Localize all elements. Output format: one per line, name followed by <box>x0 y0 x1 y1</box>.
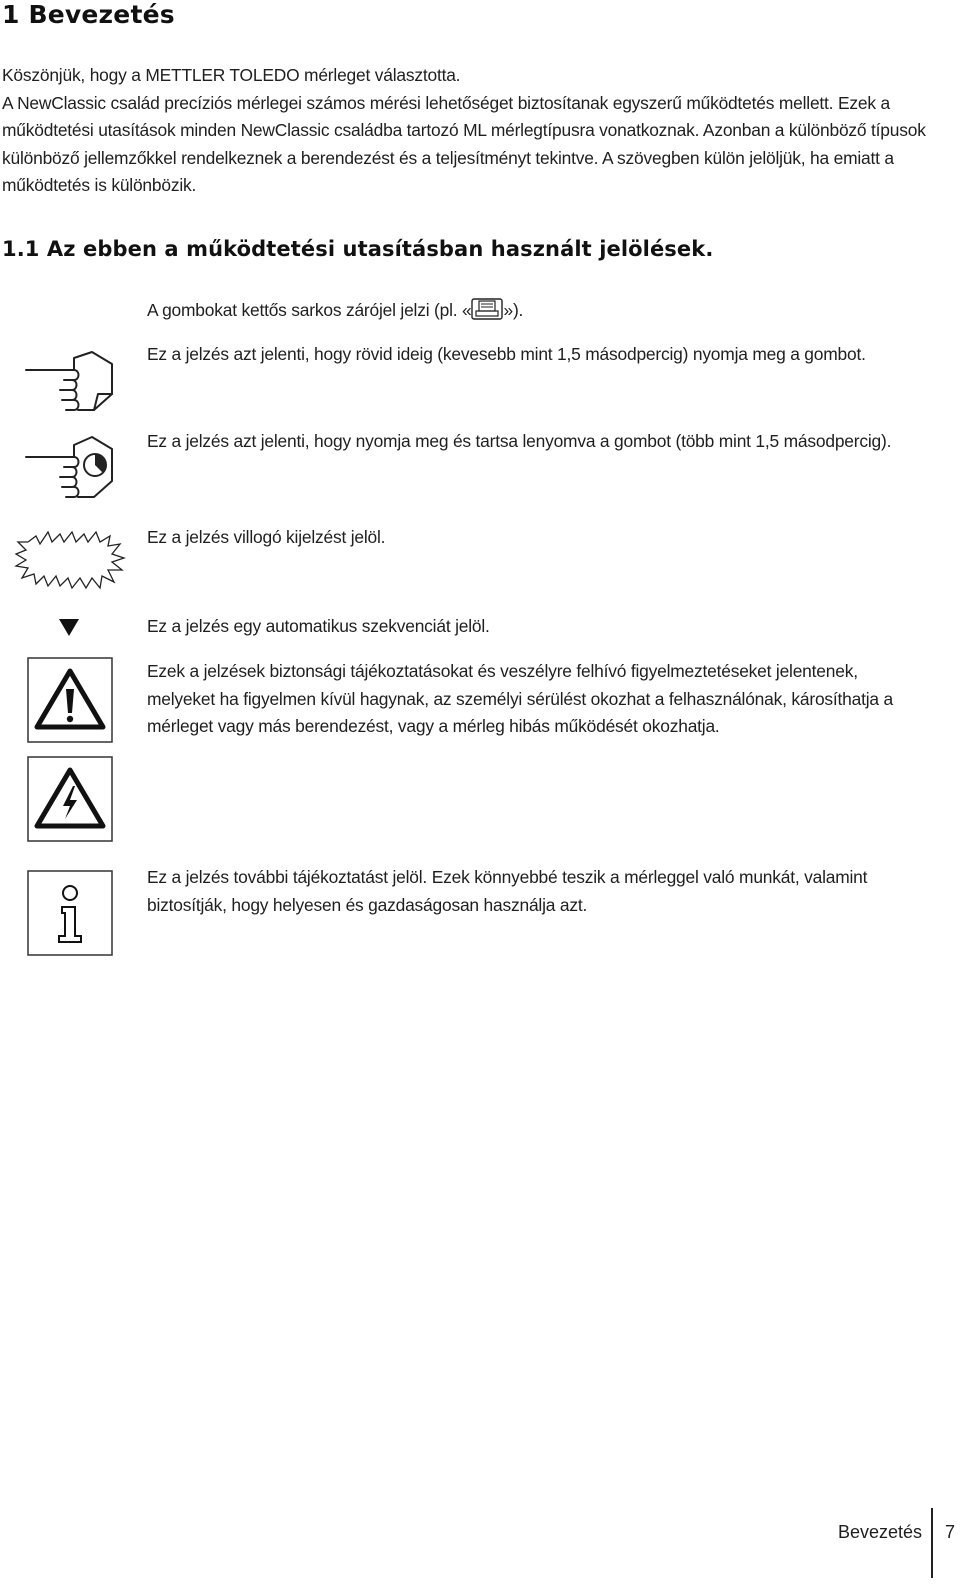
warning-sign-icon <box>27 657 113 743</box>
long-press-text: Ez a jelzés azt jelenti, hogy nyomja meg és tartsa lenyomva a gombot (több mint 1,5 másodpercig). <box>147 431 892 451</box>
short-press-hand-icon <box>24 350 120 412</box>
page-number: 7 <box>945 1522 956 1542</box>
intro-paragraph-2: A NewClassic család precíziós mérlegei számos mérési lehetőséget biztosítanak egyszerű működtetés mellett. Ezek a működtetési utasítások minden NewClassic családba tartozó ML mérlegtípusra vonatkoznak. Azonban a különböző típusok különböző jellemzőkkel rendelkeznek a berendezést és a teljesítményt tekintve. A szövegben külön jelöljük, ha emiatt a működtetés is különbözik. <box>2 92 926 195</box>
short-press-text: Ez a jelzés azt jelenti, hogy rövid ideig (kevesebb mint 1,5 másodpercig) nyomja meg a gombot. <box>147 344 866 364</box>
buttons-notation-after: »). <box>503 300 524 320</box>
safety-text: Ezek a jelzések biztonsági tájékoztatásokat és veszélyre felhívó figyelmeztetéseket jelentenek, melyeket ha figyelmen kívül hagynak, az személyi sérülést okozhat a felhasználónak, károsíthatja a mérleget vagy más berendezést, vagy a mérleg hibás működését okozhatja. <box>147 661 893 736</box>
buttons-notation-text <box>147 297 922 325</box>
footer-divider <box>931 1508 933 1578</box>
footer-section-label: Bevezetés <box>838 1522 923 1542</box>
sequence-triangle-icon <box>59 619 79 636</box>
flashing-text: Ez a jelzés villogó kijelzést jelöl. <box>147 527 386 547</box>
chapter-heading: 1 Bevezetés <box>2 0 175 29</box>
flashing-display-icon <box>14 528 126 592</box>
intro-paragraph-1: Köszönjük, hogy a METTLER TOLEDO mérleget választotta. <box>2 65 461 85</box>
section-heading: 1.1 Az ebben a működtetési utasításban használt jelölések. <box>2 237 714 261</box>
sequence-text: Ez a jelzés egy automatikus szekvenciát jelöl. <box>147 616 490 636</box>
intro-text <box>2 62 942 200</box>
buttons-notation-before: A gombokat kettős sarkos zárójel jelzi (pl. « <box>147 300 472 320</box>
electrical-hazard-icon <box>27 756 113 842</box>
info-icon <box>27 870 113 956</box>
print-key-icon <box>471 298 503 320</box>
long-press-hand-icon <box>24 435 120 499</box>
info-text: Ez a jelzés további tájékoztatást jelöl. Ezek könnyebbé teszik a mérleggel való munkát, valamint biztosítják, hogy helyesen és gazdaságosan használja azt. <box>147 867 868 915</box>
